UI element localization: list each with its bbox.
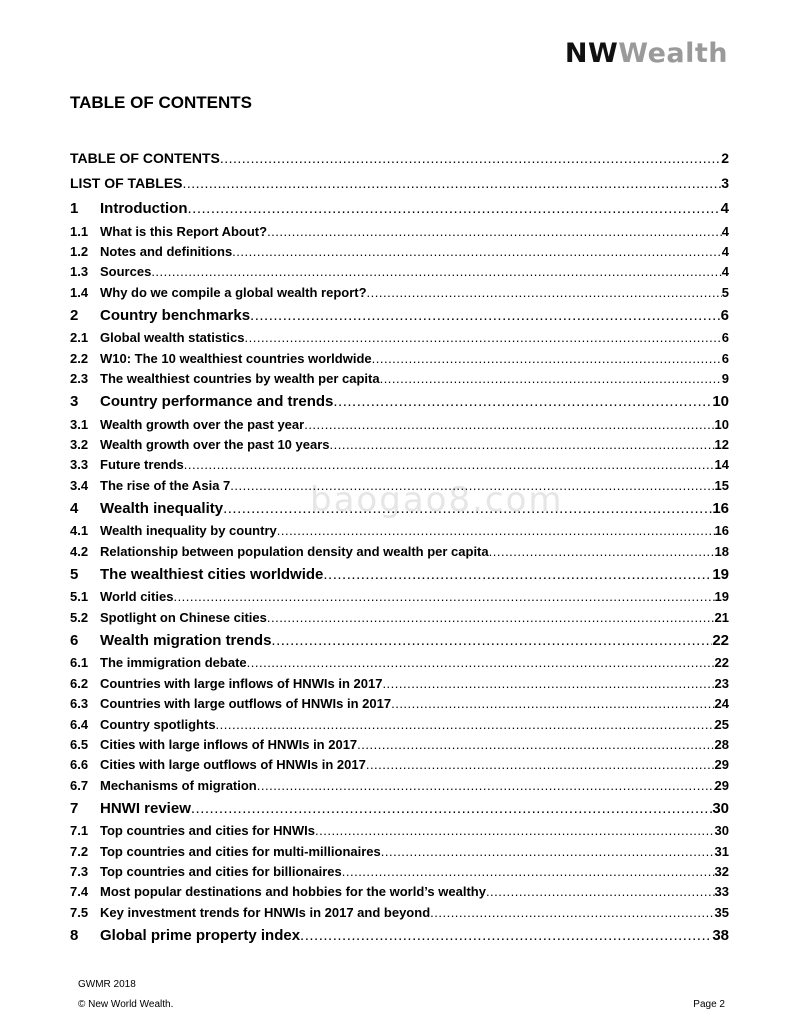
toc-dot-leader [191, 796, 712, 821]
brand-logo [565, 40, 728, 67]
toc-entry-label: The wealthiest countries by wealth per capita [100, 371, 380, 387]
toc-dot-leader [382, 674, 714, 694]
toc-entry-label: Countries with large inflows of HNWIs in 2017 [100, 675, 383, 691]
toc-dot-leader [372, 349, 722, 369]
toc-dot-leader [173, 587, 714, 607]
toc-entry[interactable] [70, 349, 729, 369]
toc-entry-label: Introduction [100, 200, 188, 218]
toc-entry-label: Spotlight on Chinese cities [100, 609, 267, 625]
toc-dot-leader [267, 608, 715, 628]
toc-entry[interactable] [70, 735, 729, 755]
footer-copyright: © New World Wealth. [78, 999, 174, 1010]
toc-entry-page: 30 [712, 800, 729, 818]
toc-entry-label: W10: The 10 wealthiest countries worldwide [100, 350, 372, 366]
toc-entry-number: 3.4 [70, 477, 89, 493]
toc-entry[interactable] [70, 455, 729, 475]
toc-entry-page: 9 [721, 371, 729, 387]
toc-dot-leader [333, 389, 712, 414]
toc-dot-leader [230, 476, 714, 496]
toc-entry-page: 16 [714, 523, 729, 539]
toc-entry-number: 7.1 [70, 823, 89, 839]
toc-entry[interactable] [70, 776, 729, 796]
toc-entry-page: 25 [714, 716, 729, 732]
toc-entry[interactable] [70, 303, 729, 328]
toc-entry-number: 2 [70, 307, 79, 325]
toc-dot-leader [489, 542, 715, 562]
logo-nw: NW [564, 38, 619, 69]
toc-entry[interactable] [70, 262, 729, 282]
toc-dot-leader [187, 196, 720, 221]
toc-entry-label: The immigration debate [100, 655, 247, 671]
toc-entry[interactable] [70, 694, 729, 714]
toc-dot-leader [220, 146, 721, 171]
toc-entry[interactable] [70, 628, 729, 653]
toc-entry[interactable] [70, 196, 729, 221]
toc-entry-number: 7.5 [70, 904, 89, 920]
toc-entry-page: 22 [714, 655, 729, 671]
footer-page-number: Page 2 [693, 999, 725, 1010]
toc-entry-number: 7.3 [70, 864, 89, 880]
toc-dot-leader [250, 303, 721, 328]
toc-dot-leader [430, 903, 714, 923]
toc-entry-label: Wealth growth over the past year [100, 416, 305, 432]
toc-entry-label: LIST OF TABLES [70, 175, 183, 192]
toc-entry-label: The wealthiest cities worldwide [100, 566, 324, 584]
toc-entry-number: 6.3 [70, 696, 89, 712]
toc-dot-leader [380, 369, 722, 389]
toc-entry-label: Country benchmarks [100, 307, 251, 325]
logo-wealth: Wealth [618, 38, 728, 69]
toc-entry-number: 3.3 [70, 457, 89, 473]
toc-entry-number: 5.2 [70, 609, 89, 625]
toc-entry-page: 4 [720, 200, 729, 218]
toc-entry-number: 3.2 [70, 437, 89, 453]
toc-entry-page: 12 [714, 437, 729, 453]
toc-entry-number: 2.1 [70, 330, 89, 346]
toc-entry-label: Country spotlights [100, 716, 216, 732]
toc-entry-number: 1.1 [70, 223, 89, 239]
toc-entry-label: Sources [100, 264, 152, 280]
toc-entry-page: 18 [714, 543, 729, 559]
toc-dot-leader [183, 171, 722, 196]
toc-entry-page: 24 [714, 696, 729, 712]
toc-entry-label: Top countries and cities for billionaires [100, 864, 342, 880]
toc-dot-leader [271, 628, 712, 653]
toc-dot-leader [304, 415, 714, 435]
toc-entry[interactable] [70, 608, 729, 628]
toc-entry-number: 4.2 [70, 543, 89, 559]
toc-entry[interactable] [70, 587, 729, 607]
toc-dot-leader [367, 283, 722, 303]
toc-entry-number: 6.6 [70, 757, 89, 773]
toc-dot-leader [342, 862, 715, 882]
toc-dot-leader [184, 455, 715, 475]
toc-entry-page: 38 [712, 927, 729, 945]
toc-dot-leader [267, 222, 722, 242]
toc-entry[interactable] [70, 562, 729, 587]
toc-entry-page: 23 [714, 675, 729, 691]
toc-entry-label: Wealth inequality [100, 500, 224, 518]
toc-entry-label: Wealth migration trends [100, 632, 272, 650]
watermark: baogao8.com [310, 480, 564, 520]
toc-entry-label: Key investment trends for HNWIs in 2017 and beyond [100, 904, 431, 920]
toc-entry[interactable] [70, 882, 729, 902]
toc-entry[interactable] [70, 653, 729, 673]
toc-dot-leader [323, 562, 712, 587]
toc-entry-number: 3.1 [70, 416, 89, 432]
toc-entry-label: Cities with large inflows of HNWIs in 2017 [100, 736, 358, 752]
toc-entry-number: 7.2 [70, 843, 89, 859]
toc-entry[interactable] [70, 389, 729, 414]
toc-dot-leader [381, 842, 715, 862]
toc-entry-number: 2.3 [70, 371, 89, 387]
toc-entry[interactable] [70, 521, 729, 541]
toc-entry-label: TABLE OF CONTENTS [70, 150, 220, 166]
toc-entry-label: Top countries and cities for multi-millionaires [100, 843, 381, 859]
toc-entry[interactable] [70, 242, 729, 262]
toc-entry-number: 7 [70, 800, 79, 818]
table-of-contents [70, 146, 729, 948]
toc-entry-number: 2.2 [70, 350, 89, 366]
toc-entry-page: 5 [721, 284, 729, 300]
toc-entry-page: 35 [714, 904, 729, 920]
toc-entry-label: What is this Report About? [100, 223, 268, 239]
toc-entry-label: HNWI review [100, 800, 191, 818]
toc-entry-number: 5.1 [70, 589, 89, 605]
page-title: TABLE OF CONTENTS [70, 93, 252, 112]
toc-entry-page: 31 [714, 843, 729, 859]
toc-entry-number: 3 [70, 393, 79, 411]
toc-entry[interactable] [70, 415, 729, 435]
toc-entry-page: 15 [714, 477, 729, 493]
toc-entry-label: Relationship between population density and wealth per capita [100, 543, 489, 559]
toc-entry[interactable] [70, 715, 729, 735]
toc-entry-number: 1 [70, 200, 79, 218]
toc-dot-leader [315, 821, 715, 841]
toc-entry-page: 19 [712, 566, 729, 584]
footer-report-code: GWMR 2018 [78, 979, 136, 990]
toc-dot-leader [486, 882, 715, 902]
toc-entry-page: 4 [721, 223, 729, 239]
toc-entry-label: Mechanisms of migration [100, 777, 257, 793]
toc-entry-number: 6.4 [70, 716, 89, 732]
toc-dot-leader [300, 923, 712, 948]
toc-entry-number: 1.2 [70, 243, 89, 259]
toc-entry[interactable] [70, 903, 729, 923]
toc-entry-page: 22 [712, 632, 729, 650]
toc-entry-page: 28 [714, 736, 729, 752]
toc-dot-leader [232, 242, 722, 262]
toc-dot-leader [245, 328, 722, 348]
toc-entry[interactable] [70, 821, 729, 841]
toc-entry-page: 4 [721, 243, 729, 259]
toc-entry[interactable] [70, 796, 729, 821]
toc-entry-number: 4.1 [70, 523, 89, 539]
toc-entry-page: 29 [714, 777, 729, 793]
toc-dot-leader [357, 735, 714, 755]
toc-entry-page: 3 [721, 175, 729, 192]
toc-dot-leader [216, 715, 715, 735]
toc-entry[interactable] [70, 222, 729, 242]
toc-entry-label: World cities [100, 589, 174, 605]
toc-entry[interactable] [70, 283, 729, 303]
toc-entry-number: 1.4 [70, 284, 89, 300]
toc-dot-leader [257, 776, 715, 796]
toc-entry-label: Notes and definitions [100, 243, 233, 259]
toc-entry[interactable] [70, 842, 729, 862]
toc-dot-leader [391, 694, 714, 714]
toc-entry[interactable] [70, 171, 729, 196]
toc-entry-label: Global wealth statistics [100, 330, 245, 346]
toc-entry-number: 6 [70, 632, 79, 650]
toc-entry-number: 1.3 [70, 264, 89, 280]
toc-entry[interactable] [70, 862, 729, 882]
toc-entry-page: 2 [721, 150, 729, 166]
toc-entry-page: 19 [714, 589, 729, 605]
toc-dot-leader [151, 262, 721, 282]
toc-entry-page: 14 [714, 457, 729, 473]
toc-entry[interactable] [70, 923, 729, 948]
toc-entry-number: 8 [70, 927, 79, 945]
toc-entry[interactable] [70, 476, 729, 496]
toc-entry-label: Wealth growth over the past 10 years [100, 437, 330, 453]
toc-entry-label: Global prime property index [100, 927, 301, 945]
toc-entry[interactable] [70, 496, 729, 521]
toc-entry-page: 33 [714, 884, 729, 900]
toc-entry-label: The rise of the Asia 7 [100, 477, 231, 493]
toc-entry[interactable] [70, 435, 729, 455]
toc-entry[interactable] [70, 674, 729, 694]
toc-entry-page: 21 [714, 609, 729, 625]
toc-entry-number: 5 [70, 566, 79, 584]
toc-entry[interactable] [70, 369, 729, 389]
toc-entry-page: 6 [721, 350, 729, 366]
toc-entry-label: Future trends [100, 457, 184, 473]
toc-entry-number: 7.4 [70, 884, 89, 900]
toc-entry-number: 6.1 [70, 655, 89, 671]
toc-entry-page: 30 [714, 823, 729, 839]
toc-entry-number: 4 [70, 500, 79, 518]
toc-entry-page: 10 [714, 416, 729, 432]
toc-dot-leader [223, 496, 712, 521]
toc-entry-page: 32 [714, 864, 729, 880]
toc-entry-page: 16 [712, 500, 729, 518]
toc-entry-label: Most popular destinations and hobbies for the world’s wealthy [100, 884, 486, 900]
toc-entry-label: Country performance and trends [100, 393, 334, 411]
toc-entry-number: 6.2 [70, 675, 89, 691]
toc-entry[interactable] [70, 542, 729, 562]
toc-entry-page: 6 [721, 330, 729, 346]
toc-entry[interactable] [70, 328, 729, 348]
toc-entry-number: 6.7 [70, 777, 89, 793]
toc-entry-label: Top countries and cities for HNWIs [100, 823, 316, 839]
toc-entry-page: 4 [721, 264, 729, 280]
toc-entry-number: 6.5 [70, 736, 89, 752]
toc-dot-leader [366, 755, 715, 775]
toc-entry[interactable] [70, 146, 729, 171]
toc-entry-label: Why do we compile a global wealth report? [100, 284, 367, 300]
toc-entry-label: Wealth inequality by country [100, 523, 277, 539]
toc-dot-leader [247, 653, 715, 673]
toc-entry-label: Cities with large outflows of HNWIs in 2017 [100, 757, 366, 773]
toc-entry[interactable] [70, 755, 729, 775]
toc-entry-label: Countries with large outflows of HNWIs in 2017 [100, 696, 392, 712]
toc-dot-leader [330, 435, 715, 455]
toc-entry-page: 29 [714, 757, 729, 773]
toc-entry-page: 6 [720, 307, 729, 325]
toc-entry-page: 10 [712, 393, 729, 411]
toc-dot-leader [277, 521, 715, 541]
